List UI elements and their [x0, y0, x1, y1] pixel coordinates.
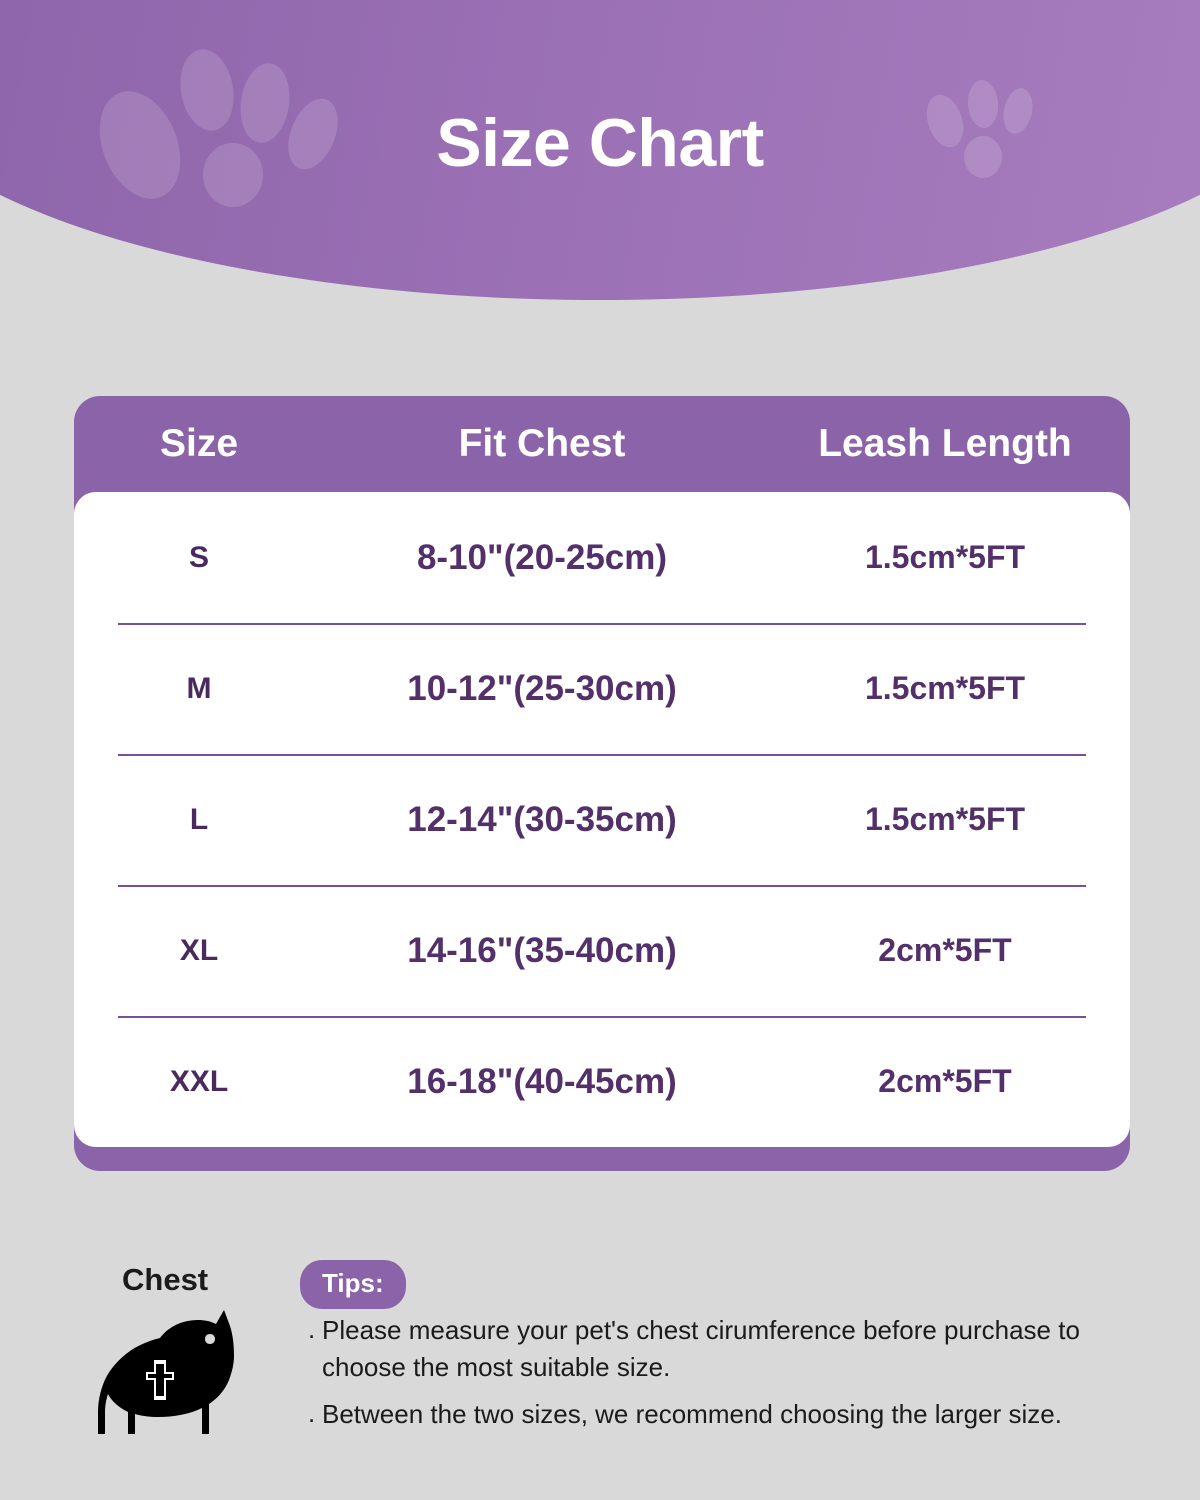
chest-label: Chest — [122, 1262, 209, 1297]
table-row — [74, 623, 1130, 754]
tips-list — [308, 1312, 1138, 1443]
cell-leash: 1.5cm*5FT — [864, 670, 1026, 706]
table-row — [74, 492, 1130, 623]
column-header-leash-length: Leash Length — [818, 422, 1072, 465]
table-row — [74, 885, 1130, 1016]
cell-size: S — [188, 540, 209, 574]
cell-chest: 10-12"(25-30cm) — [407, 668, 677, 708]
header-banner — [0, 0, 1200, 310]
cell-chest: 8-10"(20-25cm) — [416, 537, 668, 577]
table-header-row — [74, 396, 1130, 492]
bullet-icon: . — [308, 1397, 316, 1428]
cell-leash: 2cm*5FT — [878, 1063, 1012, 1099]
size-table — [74, 396, 1130, 1171]
table-body — [74, 492, 1130, 1147]
column-header-fit-chest: Fit Chest — [458, 422, 626, 465]
cell-size: L — [189, 802, 209, 836]
page-title: Size Chart — [436, 105, 764, 181]
cat-silhouette-icon — [78, 1308, 268, 1438]
cell-size: XL — [179, 933, 219, 967]
tip-text: Between the two sizes, we recommend choosing the larger size. — [322, 1398, 1062, 1429]
tips-badge: Tips: — [300, 1260, 406, 1309]
cell-chest: 14-16"(35-40cm) — [407, 930, 677, 970]
cell-chest: 16-18"(40-45cm) — [407, 1061, 677, 1101]
table-row — [74, 1016, 1130, 1147]
cell-leash: 1.5cm*5FT — [864, 539, 1026, 575]
list-item — [308, 1312, 1138, 1386]
cell-size: XXL — [169, 1064, 229, 1098]
tip-text: Please measure your pet's chest cirumference before purchase to choose the most suitable size. — [322, 1315, 1080, 1382]
cell-chest: 12-14"(30-35cm) — [407, 799, 677, 839]
list-item — [308, 1396, 1138, 1433]
bullet-icon: . — [308, 1314, 316, 1344]
cell-leash: 1.5cm*5FT — [864, 801, 1026, 837]
footer-tips-section — [0, 1250, 1200, 1500]
cell-size: M — [186, 671, 212, 705]
column-header-size: Size — [159, 422, 239, 465]
table-row — [74, 754, 1130, 885]
cell-leash: 2cm*5FT — [878, 932, 1012, 968]
